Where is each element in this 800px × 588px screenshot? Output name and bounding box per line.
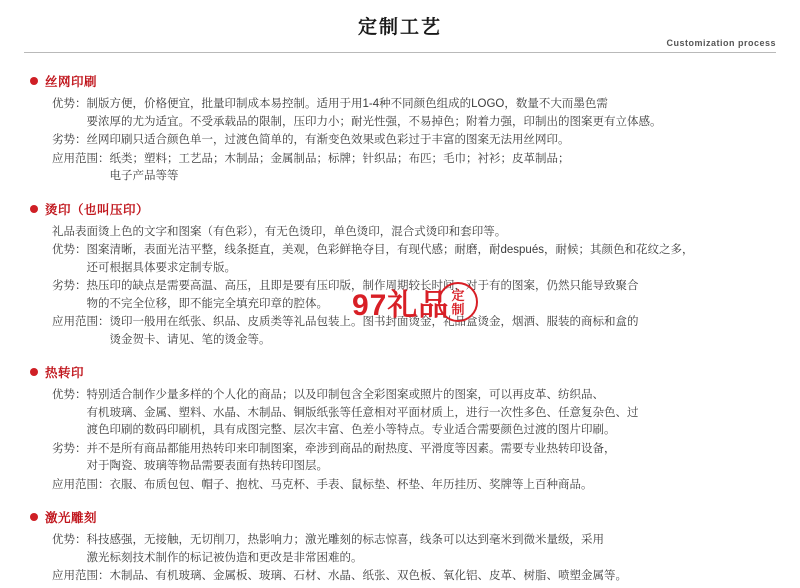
section-body — [24, 224, 776, 350]
paragraph-line: 渡色印刷的数码印刷机，具有成图完整、层次丰富、色差小等特点。专业适合需要颜色过渡的图片印刷。 — [86, 424, 616, 436]
paragraph-label: 劣势： — [52, 280, 87, 292]
paragraph — [52, 477, 772, 495]
paragraph-text — [87, 532, 773, 567]
paragraph-line: 特别适合制作少量多样的个人化的商品；以及印制包含全彩图案或照片的图案，可以再皮革、纺织品、 — [86, 389, 604, 401]
paragraph-label: 劣势： — [52, 134, 87, 146]
paragraph-label: 优势： — [52, 534, 87, 546]
paragraph-line: 并不是所有商品都能用热转印来印制图案，牵涉到商品的耐热度、平滑度等因素。需要专业热转印设备， — [86, 442, 616, 455]
paragraph-label: 优势： — [52, 98, 87, 110]
paragraph-label: 应用范围： — [52, 152, 110, 165]
section-body — [24, 96, 776, 186]
paragraph-text — [110, 568, 773, 586]
paragraph-line: 热压印的缺点是需要高温、高压，且即是要有压印版，制作周期较长时间，对于有的图案，仍然只能导致聚合 — [86, 280, 639, 292]
page-header — [24, 0, 776, 58]
sections-container — [24, 72, 776, 586]
section-header — [24, 508, 776, 526]
section-body — [24, 387, 776, 494]
section-header — [24, 72, 776, 90]
paragraph-line: 图案清晰，表面光洁平整，线条挺直，美观，色彩鲜艳夺目，有现代感；耐磨，耐después，耐候；其颜色和花纹之多， — [86, 244, 694, 256]
section-title: 激光雕刻 — [45, 511, 98, 525]
section-title: 热转印 — [45, 366, 85, 380]
paragraph — [52, 568, 772, 586]
paragraph-line: 烫金贺卡、请见、笔的烫金等。 — [109, 333, 271, 346]
paragraph-line: 科技感强，无接触，无切削刀，热影响力；激光雕刻的标志惊喜，线条可以达到毫米到微米量级，采用 — [86, 534, 604, 546]
section-body — [24, 532, 776, 586]
bullet-dot-icon — [30, 368, 38, 376]
paragraph-label: 应用范围： — [52, 478, 110, 491]
paragraph-line: 激光标刻技术制作的标记被伪造和更改是非常困难的。 — [86, 551, 363, 564]
paragraph-text — [110, 477, 773, 495]
paragraph — [52, 132, 772, 150]
paragraph-text — [87, 242, 773, 277]
bullet-dot-icon — [30, 77, 38, 85]
page-subtitle: Customization process — [666, 38, 776, 48]
paragraph-line: 物的不完全位移，即不能完全填充印章的腔体。 — [86, 297, 328, 310]
paragraph — [52, 224, 772, 242]
paragraph-text — [87, 132, 773, 150]
page-title: 定制工艺 — [357, 17, 442, 38]
paragraph-line: 还可根据具体要求定制专版。 — [86, 261, 236, 274]
header-divider — [24, 52, 776, 53]
paragraph-text — [52, 224, 772, 242]
paragraph-text — [87, 278, 773, 313]
paragraph-label: 优势： — [52, 389, 87, 401]
paragraph-line: 有机玻璃、金属、塑料、水晶、木制品、铜版纸张等任意相对平面材质上，进行一次性多色、任意复杂色、过 — [86, 406, 639, 419]
section-title: 烫印（也叫压印） — [45, 202, 150, 217]
paragraph-text — [87, 387, 773, 440]
section-header — [24, 363, 776, 381]
paragraph-line: 烫印一般用在纸张、织品、皮质类等礼品包装上。图书封面烫金，礼品盒烫金，烟酒、服装的商标和盒的 — [109, 316, 639, 328]
process-section — [24, 200, 776, 350]
paragraph-label: 应用范围： — [52, 570, 110, 582]
process-section — [24, 363, 776, 494]
paragraph — [52, 242, 772, 277]
paragraph — [52, 96, 772, 131]
section-title: 丝网印刷 — [45, 75, 98, 89]
paragraph-line: 要浓厚的尤为适宜。不受承载品的限制，压印力小；耐光性强，不易掉色；附着力强，印制出的图案更有立体感。 — [86, 115, 662, 128]
paragraph-text — [87, 96, 773, 131]
paragraph-text — [110, 314, 773, 349]
paragraph-label: 劣势： — [52, 442, 87, 455]
paragraph — [52, 387, 772, 440]
paragraph — [52, 532, 772, 567]
paragraph-label: 应用范围： — [52, 316, 110, 328]
process-section — [24, 508, 776, 586]
process-section — [24, 72, 776, 186]
paragraph-label: 优势： — [52, 244, 87, 256]
paragraph-line: 衣服、布质包包、帽子、抱枕、马克杯、手表、鼠标垫、杯垫、年历挂历、奖牌等上百种商品。 — [109, 478, 593, 491]
watermark-badge-line2: 制 — [451, 302, 465, 317]
paragraph — [52, 441, 772, 476]
paragraph-text — [110, 151, 773, 186]
paragraph-line: 对于陶瓷、玻璃等物品需要表面有热转印图层。 — [86, 460, 328, 472]
paragraph — [52, 151, 772, 186]
watermark-text: 97礼品 — [352, 289, 450, 322]
paragraph-text — [87, 441, 773, 476]
paragraph-line: 丝网印刷只适合颜色单一，过渡色简单的，有渐变色效果或色彩过于丰富的图案无法用丝网印。 — [86, 134, 570, 146]
bullet-dot-icon — [30, 513, 38, 521]
paragraph-line: 制版方便，价格便宜，批量印制成本易控制。适用于用1-4种不同颜色组成的LOGO，数量不大而墨色需 — [86, 98, 608, 110]
paragraph-line: 纸类；塑料；工艺品；木制品；金属制品；标牌；针织品；布匹；毛巾；衬衫；皮革制品； — [109, 152, 570, 165]
paragraph-line: 电子产品等等 — [109, 170, 179, 182]
watermark-badge-line1: 定 — [451, 288, 465, 303]
section-header — [24, 200, 776, 218]
paragraph-line: 礼品表面烫上色的文字和图案（有色彩），有无色烫印，单色烫印，混合式烫印和套印等。 — [52, 225, 507, 238]
paragraph-line: 木制品、有机玻璃、金属板、玻璃、石材、水晶、纸张、双色板、氧化铝、皮革、树脂、喷塑金属等。 — [109, 570, 627, 582]
bullet-dot-icon — [30, 205, 38, 213]
paragraph — [52, 314, 772, 349]
paragraph — [52, 278, 772, 313]
